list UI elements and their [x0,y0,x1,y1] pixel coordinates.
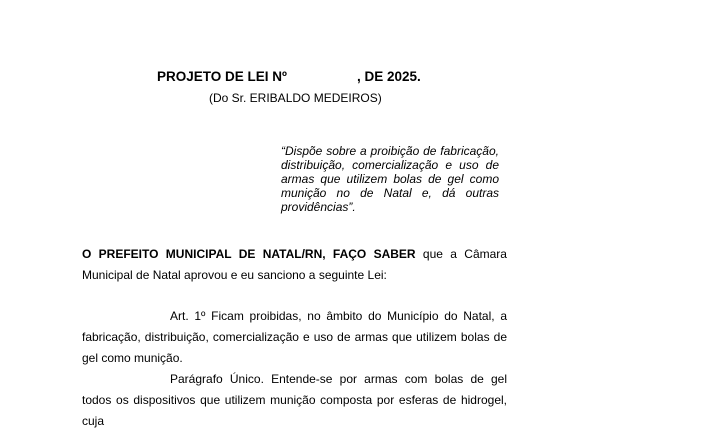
preamble-text: que a Câmara Municipal de Natal aprovou e eu sanciono a seguinte Lei: [82,247,507,282]
bill-summary: “Dispõe sobre a proibição de fabricação, distribuição, comercialização e uso de armas que utilizem bolas de gel como munição no de Natal e, dá outras providências”. [281,144,499,214]
bill-title [157,69,421,85]
bill-author: (Do Sr. ERIBALDO MEDEIROS) [209,91,382,105]
article-1-text: Art. 1º Ficam proibidas, no âmbito do Município do Natal, a fabricação, distribuição, comercialização e uso de armas que utilizem bolas de gel como munição. [82,309,507,365]
bill-title-prefix: PROJETO DE LEI Nº [157,69,287,84]
bill-title-year: , DE 2025. [356,69,421,84]
article-1 [82,306,507,369]
paragrafo-unico [82,369,507,432]
preamble-bold: O PREFEITO MUNICIPAL DE NATAL/RN, FAÇO SABER [82,247,416,261]
paragrafo-unico-text: Parágrafo Único. Entende-se por armas com bolas de gel todos os dispositivos que utilizem munição composta por esferas de hidrogel, cuja [82,372,507,428]
preamble-paragraph [82,244,507,286]
